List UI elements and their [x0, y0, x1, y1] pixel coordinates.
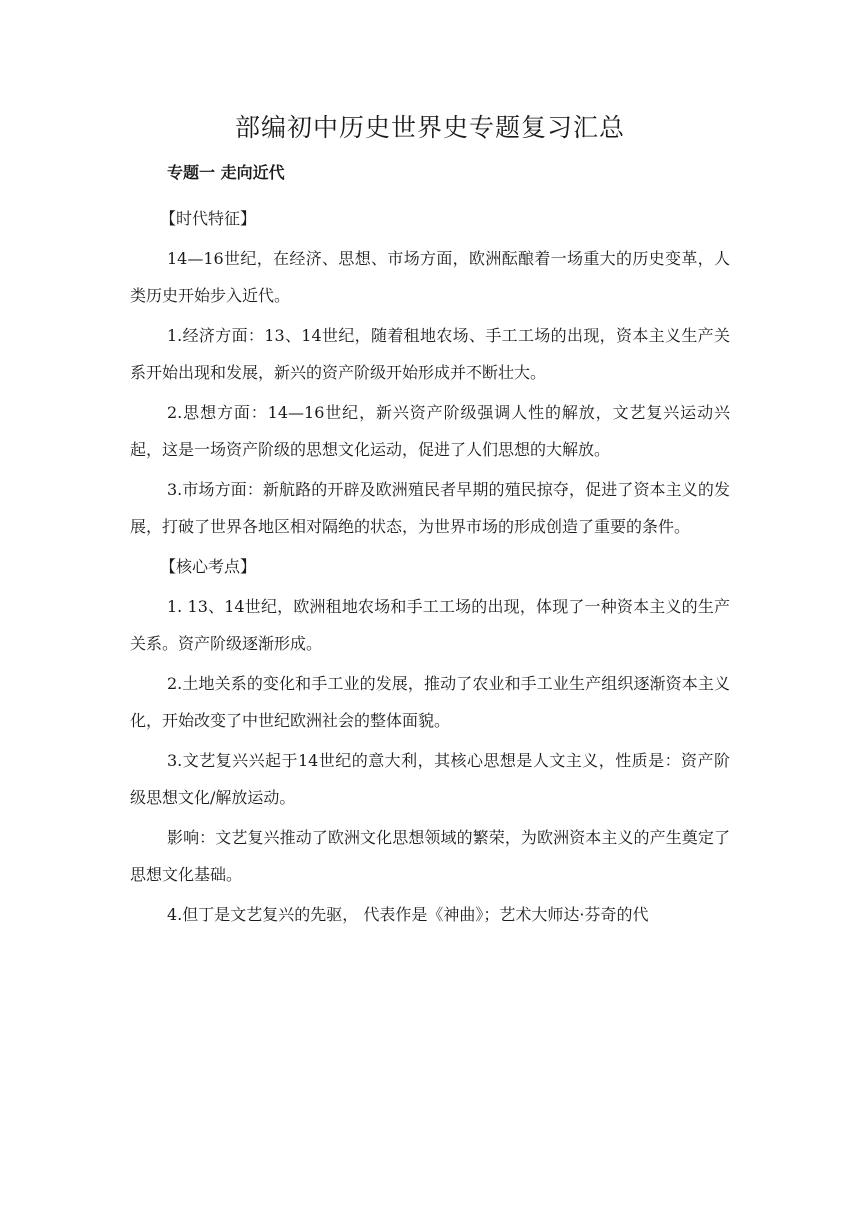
paragraph: 2.思想方面：14—16世纪，新兴资产阶级强调人性的解放，文艺复兴运动兴起，这是一场资产阶级的思想文化运动，促进了人们思想的大解放。	[130, 403, 730, 459]
document-title: 部编初中历史世界史专题复习汇总	[234, 113, 625, 142]
paragraph: 1. 13、14世纪，欧洲租地农场和手工工场的出现，体现了一种资本主义的生产关系。资产阶级逐渐形成。	[130, 597, 730, 653]
paragraph: 3.市场方面：新航路的开辟及欧洲殖民者早期的殖民掠夺，促进了资本主义的发展，打破了世界各地区相对隔绝的状态，为世界市场的形成创造了重要的条件。	[130, 480, 730, 536]
paragraph: 2.土地关系的变化和手工业的发展，推动了农业和手工业生产组织逐渐资本主义化，开始改变了中世纪欧洲社会的整体面貌。	[130, 674, 730, 730]
paragraph: 1.经济方面：13、14世纪，随着租地农场、手工工场的出现，资本主义生产关系开始出现和发展，新兴的资产阶级开始形成并不断壮大。	[130, 326, 730, 382]
document-body	[130, 200, 730, 936]
section-title: 专题一 走向近代	[167, 163, 285, 182]
paragraph: 影响：文艺复兴推动了欧洲文化思想领域的繁荣，为欧洲资本主义的产生奠定了思想文化基础。	[130, 828, 730, 884]
paragraph: 14—16世纪，在经济、思想、市场方面，欧洲酝酿着一场重大的历史变革，人类历史开始步入近代。	[130, 249, 730, 305]
heading-era-features: 【时代特征】	[160, 209, 257, 228]
paragraph: 3.文艺复兴兴起于14世纪的意大利，其核心思想是人文主义，性质是：资产阶级思想文化/解放运动。	[130, 751, 730, 807]
paragraph: 4.但丁是文艺复兴的先驱， 代表作是《神曲》；艺术大师达·芬奇的代	[167, 905, 649, 924]
heading-core-points: 【核心考点】	[160, 557, 257, 576]
